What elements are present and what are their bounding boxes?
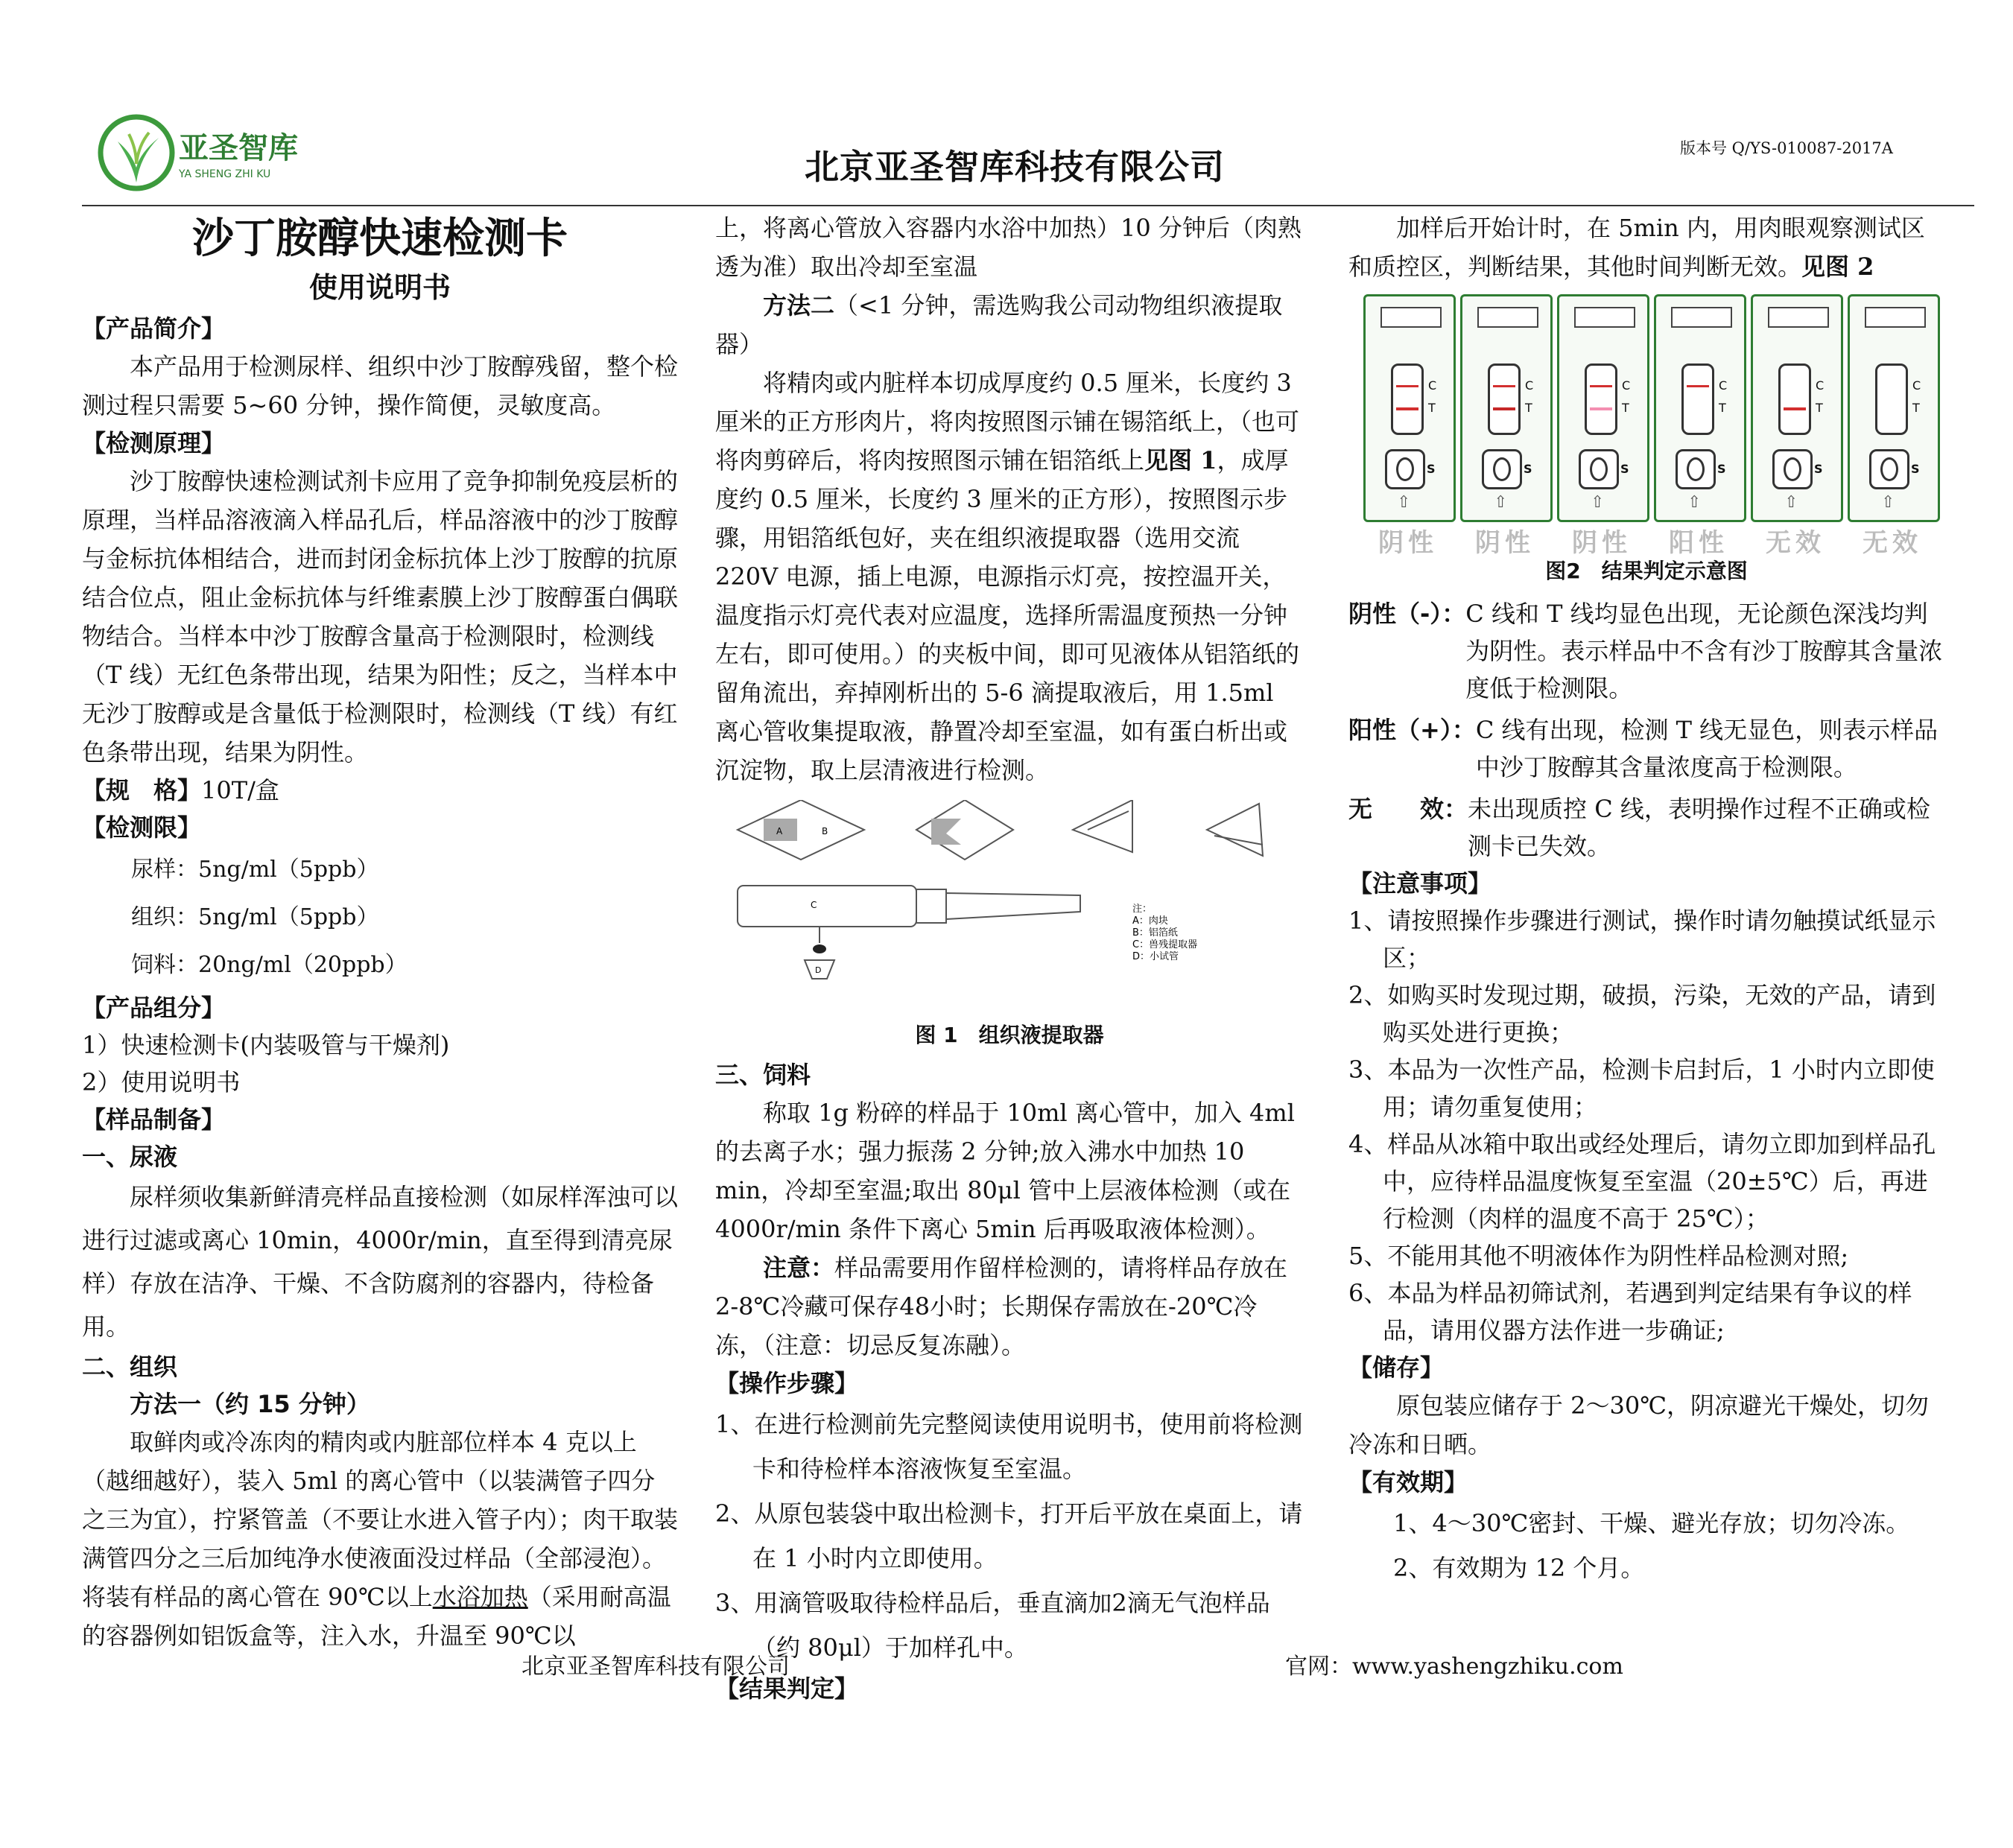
sample-well xyxy=(1579,449,1619,489)
svg-text:A: A xyxy=(776,826,783,836)
sample-well xyxy=(1869,449,1909,489)
components-heading: 【产品组分】 xyxy=(82,994,226,1022)
test-strip xyxy=(1585,363,1617,435)
result-card xyxy=(1460,294,1553,522)
svg-text:D: D xyxy=(815,965,822,975)
extractor-diagram xyxy=(715,800,1304,1016)
t-mark: T xyxy=(1719,401,1726,415)
footer-website: 官网：www.yashengzhiku.com xyxy=(1285,1654,1623,1680)
svg-text:C: C xyxy=(811,900,817,910)
method2-heading-row xyxy=(715,286,1304,363)
column-right-lower xyxy=(1348,555,1944,1590)
test-strip xyxy=(1875,363,1908,435)
timing-text-a: 加样后开始计时，在 5min 内，用肉眼观察测试区和质控区，判断结果，其他时间判断无效。 xyxy=(1348,214,1925,281)
spec-value: 10T/盒 xyxy=(201,776,279,804)
control-line xyxy=(1590,385,1612,387)
intro-heading: 【产品简介】 xyxy=(82,314,226,343)
c-mark: C xyxy=(1428,378,1437,393)
method1-text xyxy=(82,1423,678,1655)
sample-well xyxy=(1772,449,1813,489)
sample-well xyxy=(1385,449,1425,489)
method2-text xyxy=(715,363,1304,790)
urine-text: 尿样须收集新鲜清亮样品直接检测（如尿样浑浊可以进行过滤或离心 10min，4000r/min，直至得到清亮尿样）存放在洁净、干燥、不含防腐剂的容器内，待检备用。 xyxy=(82,1183,679,1341)
fig1-caption: 图 1 组织液提取器 xyxy=(915,1023,1104,1047)
test-strip xyxy=(1778,363,1811,435)
svg-text:D：小试管: D：小试管 xyxy=(1132,951,1179,962)
result-card-label: 阴性 xyxy=(1378,528,1438,558)
company-title: 北京亚圣智库科技有限公司 xyxy=(805,147,1225,187)
card-window xyxy=(1380,307,1442,328)
method2-note: （<1 分钟，需选购我公司动物组织液提取器） xyxy=(715,291,1283,358)
invalid-result xyxy=(1348,790,1944,865)
step-item: 2、从原包装袋中取出检测卡，打开后平放在桌面上，请在 1 小时内立即使用。 xyxy=(715,1499,1303,1572)
limit-item: 饲料：20ng/ml（20ppb） xyxy=(131,952,408,978)
urine-heading: 一、尿液 xyxy=(82,1143,178,1171)
test-line xyxy=(1396,407,1418,410)
footer-company: 北京亚圣智库科技有限公司 xyxy=(522,1654,790,1680)
card-window xyxy=(1768,307,1829,328)
intro-text: 本产品用于检测尿样、组织中沙丁胺醇残留，整个检测过程只需要 5~60 分钟，操作简便，灵敏度高。 xyxy=(82,352,679,419)
header-rule xyxy=(82,205,1974,206)
column-left xyxy=(82,209,678,1655)
limit-item: 组织：5ng/ml（5ppb） xyxy=(131,904,379,930)
method2-heading: 方法二 xyxy=(763,291,835,320)
test-strip xyxy=(1391,363,1424,435)
result-card xyxy=(1557,294,1649,522)
result-card-label: 无效 xyxy=(1863,528,1922,558)
svg-text:B：铝箔纸: B：铝箔纸 xyxy=(1132,927,1178,939)
s-mark: S xyxy=(1911,462,1920,476)
step-item: 3、用滴管吸取待检样品后，垂直滴加2滴无气泡样品（约 80μl）于加样孔中。 xyxy=(715,1589,1270,1662)
validity-item: 1、4～30℃密封、干燥、避光存放；切勿冷冻。 xyxy=(1393,1509,1910,1537)
c-mark: C xyxy=(1816,378,1825,393)
fig1-reference: 见图 1 xyxy=(1144,446,1217,474)
result-card-label: 阴性 xyxy=(1475,528,1535,558)
note-paragraph xyxy=(715,1248,1304,1365)
method1-heading: 方法一（约 15 分钟） xyxy=(130,1390,370,1418)
doc-subtitle: 使用说明书 xyxy=(308,271,451,304)
doc-title: 沙丁胺醇快速检测卡 xyxy=(192,215,568,263)
c-mark: C xyxy=(1719,378,1728,393)
component-item: 2）使用说明书 xyxy=(82,1068,241,1096)
storage-text: 原包装应储存于 2～30℃，阴凉避光干燥处，切勿冷冻和日晒。 xyxy=(1348,1391,1930,1458)
note-text: 样品需要用作留样检测的，请将样品存放在2-8℃冷藏可保存48小时；长期保存需放在-20℃冷冻，（注意：切忌反复冻融）。 xyxy=(715,1254,1288,1359)
note-heading: 注意： xyxy=(763,1254,835,1282)
note-item: 2、如购买时发现过期，破损，污染，无效的产品，请到购买处进行更换； xyxy=(1348,981,1936,1047)
storage-heading: 【储存】 xyxy=(1348,1353,1445,1382)
principle-heading: 【检测原理】 xyxy=(82,429,226,457)
card-window xyxy=(1477,307,1538,328)
limit-heading: 【检测限】 xyxy=(82,813,202,842)
fig2-reference: 见图 2 xyxy=(1801,253,1874,281)
sample-well xyxy=(1676,449,1716,489)
principle-text: 沙丁胺醇快速检测试剂卡应用了竞争抑制免疫层析的原理，当样品溶液滴入样品孔后，样品溶液中的沙丁胺醇与金标抗体相结合，进而封闭金标抗体上沙丁胺醇的抗原结合位点，阻止金标抗体与纤维素膜上沙丁胺醇蛋白偶联物结合。当样本中沙丁胺醇含量高于检测限时，检测线（T 线）无红色条带出现，结果为阳性；反之，当样本中无沙丁胺醇或是含量低于检测限时，检测线（T 线）有红色条带出现，结果为阴性。 xyxy=(82,467,679,766)
component-item: 1）快速检测卡(内装吸管与干燥剂) xyxy=(82,1031,450,1059)
note-item: 4、样品从冰箱中取出或经处理后，请勿立即加到样品孔中，应待样品温度恢复至室温（20±5℃）后，再进行检测（肉样的温度不高于 25℃）； xyxy=(1348,1130,1936,1233)
s-mark: S xyxy=(1427,462,1436,476)
s-mark: S xyxy=(1814,462,1823,476)
s-mark: S xyxy=(1717,462,1726,476)
result-card xyxy=(1654,294,1746,522)
svg-text:C：兽残提取器: C：兽残提取器 xyxy=(1132,939,1198,950)
step-item: 1、在进行检测前先完整阅读使用说明书，使用前将检测卡和待检样本溶液恢复至室温。 xyxy=(715,1410,1303,1483)
arrow-up-icon: ⇧ xyxy=(1397,493,1411,512)
arrow-up-icon: ⇧ xyxy=(1591,493,1605,512)
positive-label: 阳性（+）： xyxy=(1348,716,1476,744)
arrow-up-icon: ⇧ xyxy=(1494,493,1508,512)
invalid-text: 未出现质控 C 线，表明操作过程不正确或检测卡已失效。 xyxy=(1468,795,1930,860)
result-heading: 【结果判定】 xyxy=(715,1674,859,1703)
validity-heading: 【有效期】 xyxy=(1348,1468,1468,1496)
tissue-heading: 二、组织 xyxy=(82,1353,178,1381)
negative-label: 阴性（-）： xyxy=(1348,600,1466,628)
sample-well xyxy=(1482,449,1522,489)
figure-2-result-cards xyxy=(1363,294,1944,558)
validity-item: 2、有效期为 12 个月。 xyxy=(1393,1554,1645,1582)
figure-1 xyxy=(715,800,1304,1016)
method1-underline: 水浴加热 xyxy=(432,1583,528,1611)
result-card xyxy=(1848,294,1940,522)
company-logo xyxy=(95,112,311,194)
column-right xyxy=(1348,209,1944,286)
c-mark: C xyxy=(1912,378,1921,393)
test-line xyxy=(1784,407,1806,410)
c-mark: C xyxy=(1622,378,1631,393)
notes-heading: 【注意事项】 xyxy=(1348,869,1492,898)
spec-row xyxy=(82,772,678,809)
result-card xyxy=(1751,294,1843,522)
arrow-up-icon: ⇧ xyxy=(1784,493,1798,512)
prep-heading: 【样品制备】 xyxy=(82,1105,226,1134)
method1-text-b: （采用耐高温的容器例如铝饭盒等，注入水，升温至 90℃以 xyxy=(82,1583,671,1650)
positive-text: C 线有出现，检测 T 线无显色，则表示样品中沙丁胺醇其含量浓度高于检测限。 xyxy=(1475,716,1938,781)
t-mark: T xyxy=(1912,401,1920,415)
test-strip xyxy=(1488,363,1521,435)
ops-heading: 【操作步骤】 xyxy=(715,1369,859,1397)
s-mark: S xyxy=(1620,462,1629,476)
result-card-label: 阴性 xyxy=(1572,528,1632,558)
svg-text:A：肉块: A：肉块 xyxy=(1132,915,1168,927)
fig2-caption: 图2 结果判定示意图 xyxy=(1545,559,1748,583)
test-line xyxy=(1590,407,1612,410)
positive-result xyxy=(1348,711,1944,786)
column-middle xyxy=(715,209,1304,1707)
card-window xyxy=(1865,307,1926,328)
svg-text:B: B xyxy=(822,826,828,836)
logo-en-text: YA SHENG ZHI KU xyxy=(179,168,271,180)
note-item: 6、本品为样品初筛试剂，若遇到判定结果有争议的样品，请用仪器方法作进一步确证; xyxy=(1348,1279,1912,1344)
control-line xyxy=(1493,385,1515,387)
arrow-up-icon: ⇧ xyxy=(1881,493,1895,512)
note-item: 3、本品为一次性产品，检测卡启封后，1 小时内立即使用；请勿重复使用； xyxy=(1348,1055,1935,1121)
t-mark: T xyxy=(1816,401,1823,415)
spec-heading: 【规 格】 xyxy=(82,776,202,804)
method1-continued: 上，将离心管放入容器内水浴中加热）10 分钟后（肉熟透为准）取出冷却至室温 xyxy=(715,214,1302,281)
t-mark: T xyxy=(1525,401,1532,415)
method2-text-a: 将精肉或内脏样本切成厚度约 0.5 厘米，长度约 3 厘米的正方形肉片，将肉按照图示铺在锡箔纸上，（也可将肉剪碎后，将肉按照图示铺在铝箔纸上 xyxy=(715,369,1300,474)
result-card-label: 无效 xyxy=(1766,528,1825,558)
card-window xyxy=(1574,307,1635,328)
method1-text-a: 取鲜肉或冷冻肉的精肉或内脏部位样本 4 克以上（越细越好），装入 5ml 的离心管中（以装满管子四分之三为宜），拧紧管盖（不要让水进入管子内）；肉干取装满管四分之三后加纯净水使液面没过样品（全部浸泡）。将装有样品的离心管在 90℃以上 xyxy=(82,1428,679,1611)
card-window xyxy=(1671,307,1732,328)
logo-cn-text: 亚圣智库 xyxy=(179,131,298,165)
limit-item: 尿样：5ng/ml（5ppb） xyxy=(131,857,379,883)
arrow-up-icon: ⇧ xyxy=(1687,493,1702,512)
method2-text-b: ，成厚度约 0.5 厘米，长度约 3 厘米的正方形），按照图示步骤，用铝箔纸包好，夹在组织液提取器（选用交流 220V 电源，插上电源，电源指示灯亮，按控温开关，温度指示灯亮代表对应温度，选择所需温度预热一分钟左右，即可使用。）的夹板中间，即可见液体从铝箔纸的留角流出，弃掉刚析出的 5-6 滴提取液后，用 1.5ml 离心管收集提取液，静置冷却至室温，如有蛋白析出或沉淀物，取上层清液进行检测。 xyxy=(715,446,1300,784)
svg-text:注：: 注： xyxy=(1132,904,1153,915)
test-strip xyxy=(1681,363,1714,435)
t-mark: T xyxy=(1622,401,1629,415)
feed-heading: 三、饲料 xyxy=(715,1061,811,1089)
version-number: 版本号 Q/YS-010087-2017A xyxy=(1680,139,1893,157)
control-line xyxy=(1396,385,1418,387)
s-mark: S xyxy=(1524,462,1532,476)
result-card xyxy=(1363,294,1456,522)
t-mark: T xyxy=(1428,401,1436,415)
c-mark: C xyxy=(1525,378,1534,393)
note-item: 5、不能用其他不明液体作为阴性样品检测对照; xyxy=(1348,1242,1849,1270)
test-line xyxy=(1493,407,1515,410)
negative-result xyxy=(1348,595,1944,707)
result-card-label: 阳性 xyxy=(1669,528,1728,558)
negative-text: C 线和 T 线均显色出现，无论颜色深浅均判为阴性。表示样品中不含有沙丁胺醇其含量浓度低于检测限。 xyxy=(1465,600,1943,702)
control-line xyxy=(1687,385,1709,387)
timing-text xyxy=(1348,209,1944,286)
feed-text: 称取 1g 粉碎的样品于 10ml 离心管中，加入 4ml 的去离子水；强力振荡 2 分钟;放入沸水中加热 10 min，冷却至室温;取出 80μl 管中上层液体检测（或在 4000r/min 条件下离心 5min 后再吸取液体检测）。 xyxy=(715,1099,1295,1243)
note-item: 1、请按照操作步骤进行测试，操作时请勿触摸试纸显示区； xyxy=(1348,906,1936,972)
invalid-label: 无 效： xyxy=(1348,795,1468,823)
